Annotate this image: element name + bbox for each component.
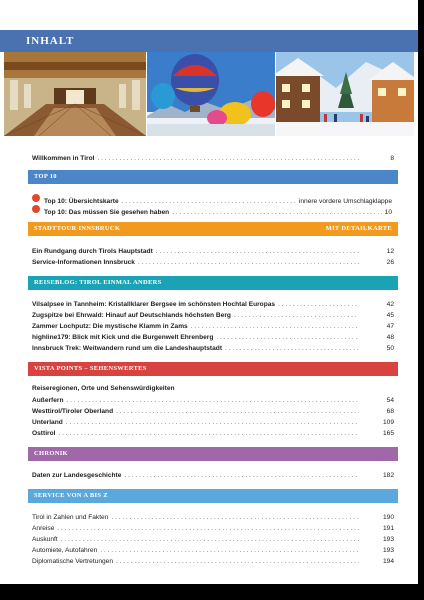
toc-entry-label: Innsbruck Trek: Weitwandern rund um die Landeshauptstadt bbox=[32, 345, 223, 352]
toc-entry-label: Zammer Lochputz: Die mystische Klamm in Zams bbox=[32, 323, 188, 330]
section-note: MIT DETAILKARTE bbox=[325, 225, 392, 232]
leader-dots bbox=[156, 247, 359, 257]
toc-entry-label: Automiete, Autofahren bbox=[32, 547, 98, 554]
toc-entry-page: 12 bbox=[386, 248, 394, 255]
section-header-top10 bbox=[28, 170, 398, 184]
leader-dots bbox=[66, 418, 359, 428]
section-subheading: Reiseregionen, Orte und Sehenswürdigkeiten bbox=[32, 385, 175, 392]
section-header-chronik bbox=[28, 447, 398, 461]
toc-entry-label: Tirol in Zahlen und Fakten bbox=[32, 514, 109, 521]
toc-entry-label: Unterland bbox=[32, 419, 63, 426]
toc-entry[interactable] bbox=[32, 557, 362, 567]
leader-dots bbox=[138, 258, 359, 268]
toc-entry[interactable] bbox=[32, 407, 362, 417]
toc-entry-page: 42 bbox=[386, 301, 394, 308]
section-title: VISTA POINTS – SEHENSWERTES bbox=[34, 365, 147, 372]
hot-air-balloons-photo bbox=[147, 52, 275, 136]
toc-entry-label: Service-Informationen Innsbruck bbox=[32, 259, 135, 266]
section-title: STADTTOUR INNSBRUCK bbox=[34, 225, 121, 232]
toc-entry-page: 47 bbox=[386, 323, 394, 330]
toc-entry[interactable] bbox=[32, 535, 362, 545]
snowy-village-photo bbox=[276, 52, 414, 136]
toc-entry-label: Diplomatische Vertretungen bbox=[32, 558, 114, 565]
toc-entry-page: 50 bbox=[386, 345, 394, 352]
toc-entry-page: 10 bbox=[384, 209, 392, 216]
toc-entry-page: 193 bbox=[382, 547, 394, 554]
toc-entry-top10-sights[interactable] bbox=[32, 206, 392, 216]
leader-dots bbox=[116, 557, 359, 567]
toc-entry-page: 54 bbox=[386, 397, 394, 404]
toc-entry-page: 45 bbox=[386, 312, 394, 319]
leader-dots bbox=[225, 344, 359, 354]
toc-entry-label: Willkommen in Tirol bbox=[32, 155, 95, 162]
toc-entry-page: 190 bbox=[382, 514, 394, 521]
photo-strip bbox=[4, 52, 414, 136]
toc-entry-page: 165 bbox=[382, 430, 394, 437]
leader-dots bbox=[116, 407, 359, 417]
toc-entry[interactable] bbox=[32, 344, 362, 354]
leader-dots bbox=[191, 322, 359, 332]
section-title: SERVICE VON A BIS Z bbox=[34, 492, 108, 499]
toc-entry[interactable] bbox=[32, 429, 362, 439]
top10-badge-icon bbox=[32, 205, 40, 213]
toc-entry[interactable] bbox=[32, 524, 362, 534]
leader-dots bbox=[57, 524, 359, 534]
leader-dots bbox=[111, 513, 359, 523]
leader-dots bbox=[58, 429, 359, 439]
toc-entry-label: Top 10: Das müssen Sie gesehen haben bbox=[44, 209, 170, 216]
toc-entry[interactable] bbox=[32, 300, 362, 310]
leader-dots bbox=[124, 471, 359, 481]
leader-dots bbox=[97, 154, 359, 164]
toc-entry-page: 194 bbox=[382, 558, 394, 565]
toc-entry-label: Ein Rundgang durch Tirols Hauptstadt bbox=[32, 248, 153, 255]
toc-entry-welcome[interactable] bbox=[32, 154, 362, 164]
leader-dots bbox=[100, 546, 359, 556]
toc-entry-label: Außerfern bbox=[32, 397, 64, 404]
section-title: REISEBLOG: TIROL EINMAL ANDERS bbox=[34, 279, 162, 286]
toc-entry-page: 8 bbox=[390, 155, 394, 162]
toc-entry[interactable] bbox=[32, 247, 362, 257]
toc-entry-page: 48 bbox=[386, 334, 394, 341]
toc-entry-page: 182 bbox=[382, 472, 394, 479]
toc-entry-page: innere vordere Umschlagklappe bbox=[298, 198, 392, 205]
toc-entry[interactable] bbox=[32, 322, 362, 332]
leader-dots bbox=[216, 333, 359, 343]
section-header-reiseblog bbox=[28, 276, 398, 290]
toc-entry-top10-map[interactable] bbox=[32, 195, 392, 205]
toc-entry-page: 109 bbox=[382, 419, 394, 426]
toc-entry-label: Anreise bbox=[32, 525, 55, 532]
leader-dots bbox=[234, 311, 359, 321]
toc-entry-label: highline179: Blick mit Kick und die Burgenwelt Ehrenberg bbox=[32, 334, 214, 341]
toc-entry[interactable] bbox=[32, 333, 362, 343]
section-title: TOP 10 bbox=[34, 173, 57, 180]
toc-entry[interactable] bbox=[32, 396, 362, 406]
toc-entry-label: Osttirol bbox=[32, 430, 56, 437]
section-header-service bbox=[28, 489, 398, 503]
section-header-vista-points bbox=[28, 362, 398, 376]
top10-badge-icon bbox=[32, 194, 40, 202]
toc-entry-page: 26 bbox=[386, 259, 394, 266]
toc-entry[interactable] bbox=[32, 471, 362, 481]
toc-entry-label: Westtirol/Tiroler Oberland bbox=[32, 408, 114, 415]
section-header-stadttour bbox=[28, 222, 398, 236]
toc-entry[interactable] bbox=[32, 258, 362, 268]
leader-dots bbox=[67, 396, 359, 406]
toc-entry-page: 68 bbox=[386, 408, 394, 415]
toc-entry-label: Vilsalpsee in Tannheim: Kristallklarer Bergsee im schönsten Hochtal Europas bbox=[32, 301, 276, 308]
toc-entry-label: Auskunft bbox=[32, 536, 58, 543]
toc-entry-page: 191 bbox=[382, 525, 394, 532]
leader-dots bbox=[172, 208, 381, 218]
toc-entry[interactable] bbox=[32, 546, 362, 556]
toc-entry-label: Daten zur Landesgeschichte bbox=[32, 472, 122, 479]
leader-dots bbox=[278, 300, 359, 310]
toc-entry-label: Zugspitze bei Ehrwald: Hinauf auf Deutschlands höchsten Berg bbox=[32, 312, 231, 319]
toc-entry-label: Top 10: Übersichtskarte bbox=[44, 198, 119, 205]
page-title: INHALT bbox=[0, 30, 418, 52]
toc-entry[interactable] bbox=[32, 311, 362, 321]
palace-hall-photo bbox=[4, 52, 146, 136]
toc-entry[interactable] bbox=[32, 513, 362, 523]
section-title: CHRONIK bbox=[34, 450, 68, 457]
toc-entry-page: 193 bbox=[382, 536, 394, 543]
toc-entry[interactable] bbox=[32, 418, 362, 428]
leader-dots bbox=[61, 535, 359, 545]
